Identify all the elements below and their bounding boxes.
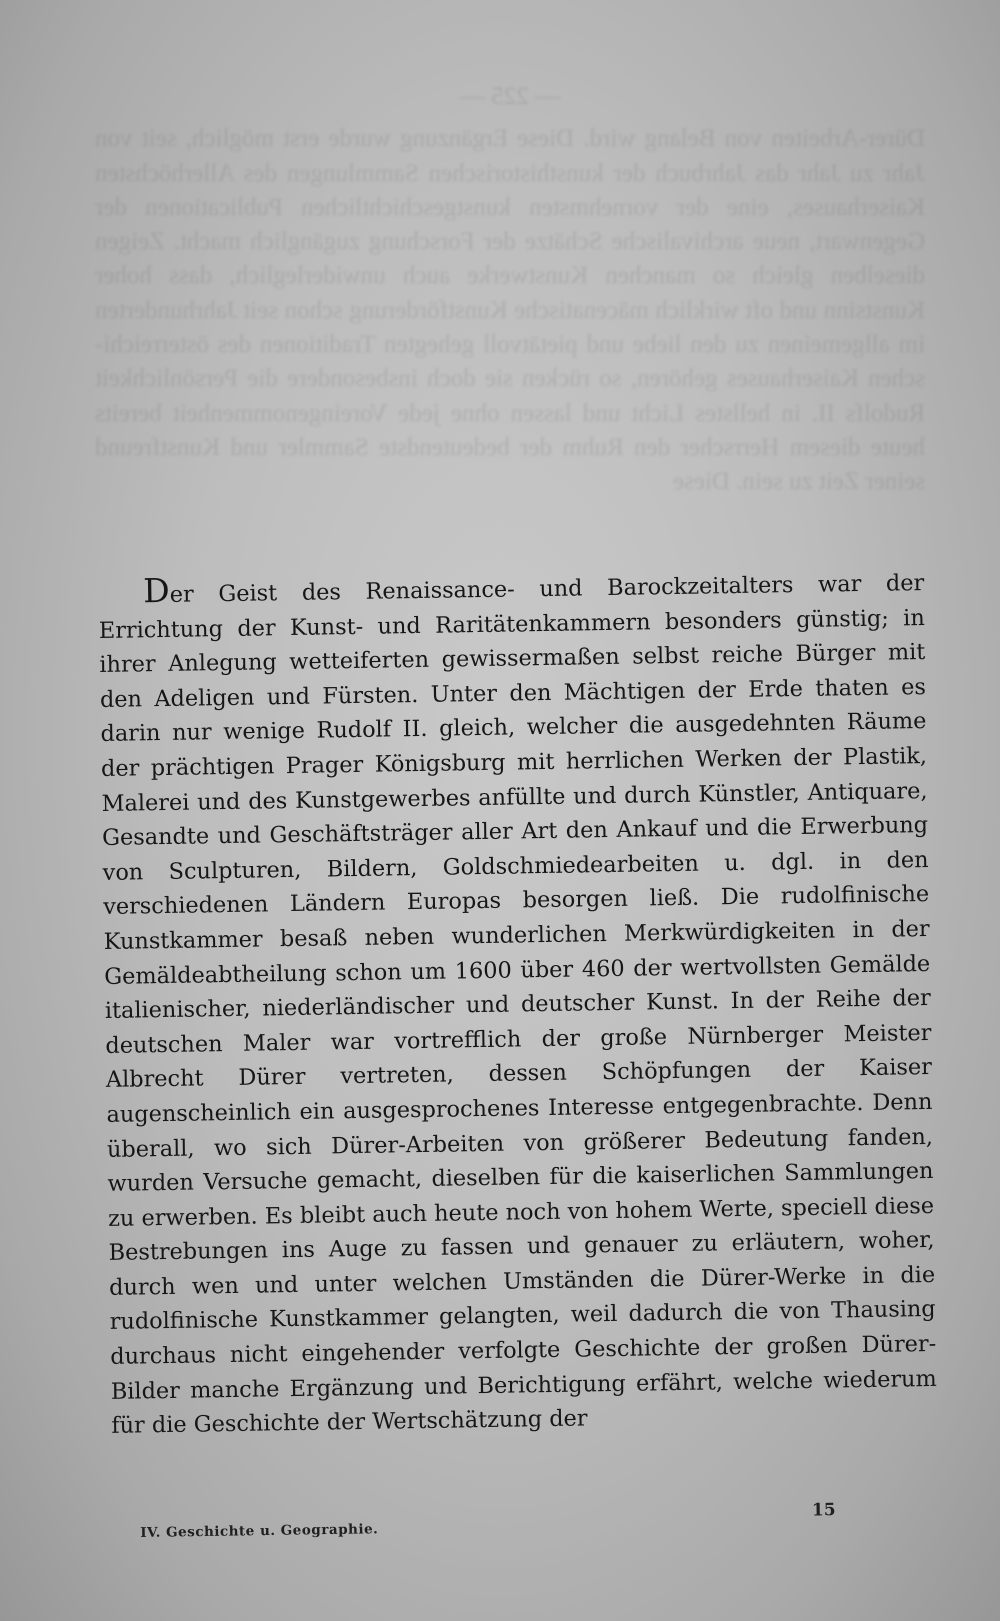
paragraph-text: er Geist des Renaissance- und Barockzeitalters war der Errichtung der Kunst- und Raritätenkammern besonders günstig; in ihrer Anlegung wetteiferten gewissermaßen selbst reiche Bürger mit den Adeligen und Fürsten. Unter den Mächtigen der Erde thaten es darin nur wenige Rudolf II. gleich, welcher die ausgedehnten Räume der prächtigen Prager Königsburg mit herrlichen Werken der Plastik, Malerei und des Kunstgewerbes anfüllte und durch Künstler, Antiquare, Gesandte und Geschäftsträger aller Art den Ankauf und die Erwerbung von Sculpturen, Bildern, Goldschmiedearbeiten u. dgl. in den verschiedenen Ländern Europas besorgen ließ. Die rudolfinische Kunstkammer besaß neben wunderlichen Merkwürdigkeiten in der Gemäldeabtheilung schon um 1600 über 460 der wertvollsten Gemälde italienischer, niederländischer und deutscher Kunst. In der Reihe der deutschen Maler war vortrefflich der große Nürnberger Meister Albrecht Dürer vertreten, dessen Schöpfungen der Kaiser augenscheinlich ein ausgesprochenes Interesse entgegenbrachte. Denn überall, wo sich Dürer-Arbeiten von größerer Bedeutung fanden, wurden Versuche gemacht, dieselben für die kaiserlichen Sammlungen zu erwerben. Es bleibt auch heute noch von hohem Werte, speciell diese Bestrebungen ins Auge zu fassen und genauer zu erläutern, woher, durch wen und unter welchen Umständen die Dürer-Werke in die rudolfinische Kunstkammer gelangten, weil dadurch die von Thausing durchaus nicht eingehender verfolgte Geschichte der großen Dürer-Bilder manche Ergänzung und Berichtigung erfährt, welche wiederum für die Geschichte der Wertschätzung der [98,570,937,1440]
paragraph [98,562,938,1444]
show-through-paragraph: Dürer-Arbeiten von Belang wird. Diese Ergänzung wurde erst möglich, seit von Jahr zu Jahr das Jahrbuch der kunsthistorischen Sammlungen des Allerhöchsten Kaiserhauses, eine der vornehmsten kunstgeschichtlichen Publicationen der Gegenwart, neue archivalische Schätze der Forschung zugänglich macht. Zeigen dieselben gleich so manchen Kunstwerke auch unwiderleglich, dass hoher Kunstsinn und oft wirklich mäcenatische Kunstförderung schon seit Jahrhunderten im allgemeinen zu den liebe und pietätvoll gehegten Traditionen des österreichischen Kaiserhauses gehören, so rücken sie doch insbesondere die Persönlichkeit Rudolfs II. in hellstes Licht und lassen ohne jede Voreingenommenheit bereits heute diesem Herrscher den Ruhm der bedeutendste Sammler und Kunstfreund seiner Zeit zu sein. Diese [95,125,925,496]
show-through-text [95,80,925,500]
drop-cap: D [142,570,171,611]
show-through-page-number: — 225 — [460,83,560,110]
signature-line: IV. Geschichte u. Geographie. [140,1521,379,1541]
page-footer [140,1500,840,1541]
page-number: 15 [811,1500,836,1521]
body-text [98,562,938,1444]
